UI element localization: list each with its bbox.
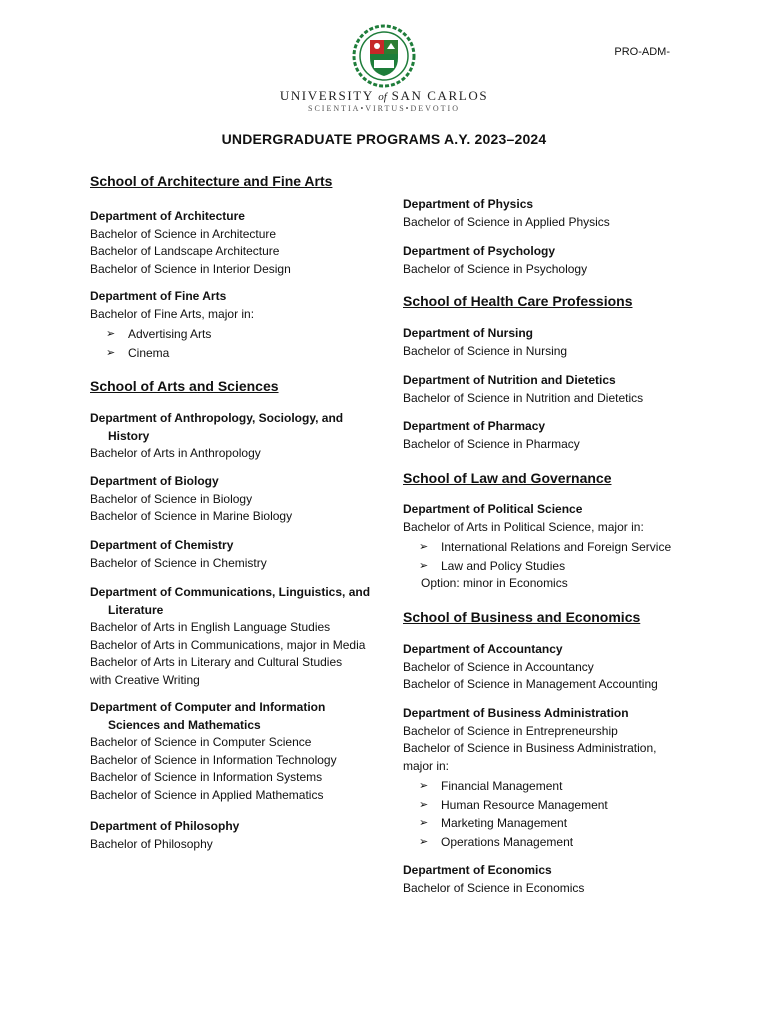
program-item: Bachelor of Landscape Architecture xyxy=(90,244,280,258)
page-title: UNDERGRADUATE PROGRAMS A.Y. 2023–2024 xyxy=(221,131,547,147)
option-note: Option: minor in Economics xyxy=(421,576,568,590)
program-item: Bachelor of Science in Information Systems xyxy=(90,770,323,784)
department-anthropology xyxy=(90,410,380,463)
major-item: ➢ Law and Policy Studies xyxy=(403,557,693,576)
program-item: Bachelor of Science in Interior Design xyxy=(90,261,291,276)
department-fine-arts xyxy=(90,288,380,362)
major-item: ➢ International Relations and Foreign Service xyxy=(403,538,693,557)
department-title: Department of Fine Arts xyxy=(90,289,227,303)
school-heading-arts-sciences: School of Arts and Sciences xyxy=(90,378,279,394)
department-economics xyxy=(403,862,693,897)
bullet-arrow-icon: ➢ xyxy=(419,559,429,572)
department-title: Department of Psychology xyxy=(403,244,556,258)
department-architecture xyxy=(90,208,380,278)
program-item: Bachelor of Science in Economics xyxy=(403,880,585,895)
bullet-arrow-icon: ➢ xyxy=(419,835,429,848)
program-item: Bachelor of Arts in Literary and Cultural Studies xyxy=(90,655,343,669)
program-item: Bachelor of Science in Entrepreneurship xyxy=(403,723,618,738)
bullet-arrow-icon: ➢ xyxy=(419,541,429,553)
university-motto: SCIENTIA•VIRTUS•DEVOTIO xyxy=(308,104,460,113)
department-accountancy xyxy=(403,641,693,694)
program-item: Bachelor of Science in Applied Mathematics xyxy=(90,787,324,802)
major-list xyxy=(403,538,693,575)
program-item: with Creative Writing xyxy=(90,672,200,687)
program-item: Bachelor of Science in Information Technology xyxy=(90,752,337,767)
university-crest-icon xyxy=(352,24,416,88)
program-item: major in: xyxy=(403,758,450,773)
department-title: Department of Chemistry xyxy=(90,538,234,552)
major-item: ➢ Marketing Management xyxy=(403,814,693,833)
bullet-arrow-icon: ➢ xyxy=(106,328,116,340)
program-item: Bachelor of Science in Biology xyxy=(90,491,253,506)
school-heading-architecture: School of Architecture and Fine Arts xyxy=(90,173,333,189)
department-business-administration xyxy=(403,705,693,851)
program-item: Bachelor of Science in Nutrition and Dietetics xyxy=(403,390,644,405)
department-title: Department of Computer and Information Sciences and Mathematics xyxy=(90,700,326,732)
major-item: ➢ Operations Management xyxy=(403,833,693,852)
department-title: Department of Anthropology, Sociology, and History xyxy=(90,411,344,443)
program-item: Bachelor of Arts in Anthropology xyxy=(90,446,261,460)
major-item: ➢ Human Resource Management xyxy=(403,796,693,815)
school-heading-business: School of Business and Economics xyxy=(403,609,641,625)
university-name: UNIVERSITY of SAN CARLOS xyxy=(279,88,489,103)
department-title: Department of Architecture xyxy=(90,209,245,223)
program-item: Bachelor of Science in Psychology xyxy=(403,261,588,276)
department-chemistry xyxy=(90,537,380,572)
program-item: Bachelor of Science in Marine Biology xyxy=(90,509,293,523)
program-item: Bachelor of Science in Business Administration, xyxy=(403,741,657,755)
bullet-arrow-icon: ➢ xyxy=(106,346,116,359)
department-title: Department of Political Science xyxy=(403,502,583,516)
department-physics xyxy=(403,196,693,231)
program-item: Bachelor of Arts in English Language Studies xyxy=(90,620,331,634)
program-item: Bachelor of Arts in Communications, major in Media xyxy=(90,637,366,652)
department-biology xyxy=(90,473,380,526)
program-item: Bachelor of Science in Accountancy xyxy=(403,659,594,674)
program-item: Bachelor of Science in Management Accounting xyxy=(403,677,658,691)
major-item: ➢ Advertising Arts xyxy=(90,325,380,344)
school-heading-law: School of Law and Governance xyxy=(403,470,612,486)
program-item: Bachelor of Science in Architecture xyxy=(90,226,277,241)
program-item: Bachelor of Science in Pharmacy xyxy=(403,436,580,451)
department-computer-science xyxy=(90,699,380,804)
bullet-arrow-icon: ➢ xyxy=(419,817,429,829)
department-title: Department of Accountancy xyxy=(403,642,563,656)
department-title: Department of Communications, Linguistics, and Literature xyxy=(90,585,371,617)
department-philosophy xyxy=(90,818,380,853)
program-item: Bachelor of Science in Applied Physics xyxy=(403,214,610,229)
department-psychology xyxy=(403,243,693,278)
department-title: Department of Physics xyxy=(403,197,534,211)
department-nutrition xyxy=(403,372,693,407)
department-title: Department of Nursing xyxy=(403,326,534,340)
major-list xyxy=(90,325,380,362)
department-title: Department of Pharmacy xyxy=(403,419,546,433)
department-pharmacy xyxy=(403,418,693,453)
major-item: ➢ Cinema xyxy=(90,344,380,363)
department-communications xyxy=(90,584,380,689)
bullet-arrow-icon: ➢ xyxy=(419,780,429,792)
bullet-arrow-icon: ➢ xyxy=(419,798,429,811)
department-political-science xyxy=(403,501,693,593)
document-code: PRO-ADM- xyxy=(614,46,670,58)
program-item: Bachelor of Fine Arts, major in: xyxy=(90,306,255,321)
program-item: Bachelor of Science in Chemistry xyxy=(90,555,267,570)
department-title: Department of Biology xyxy=(90,474,219,488)
school-heading-health-care: School of Health Care Professions xyxy=(403,293,633,309)
document-header xyxy=(0,0,768,120)
department-title: Department of Economics xyxy=(403,863,552,877)
program-item: Bachelor of Science in Nursing xyxy=(403,343,568,358)
program-item: Bachelor of Science in Computer Science xyxy=(90,735,312,749)
department-title: Department of Business Administration xyxy=(403,706,629,720)
department-nursing xyxy=(403,325,693,360)
program-item: Bachelor of Arts in Political Science, major in: xyxy=(403,519,644,534)
department-title: Department of Philosophy xyxy=(90,819,240,833)
major-list xyxy=(403,777,693,851)
program-item: Bachelor of Philosophy xyxy=(90,836,213,851)
major-item: ➢ Financial Management xyxy=(403,777,693,796)
department-title: Department of Nutrition and Dietetics xyxy=(403,373,616,387)
